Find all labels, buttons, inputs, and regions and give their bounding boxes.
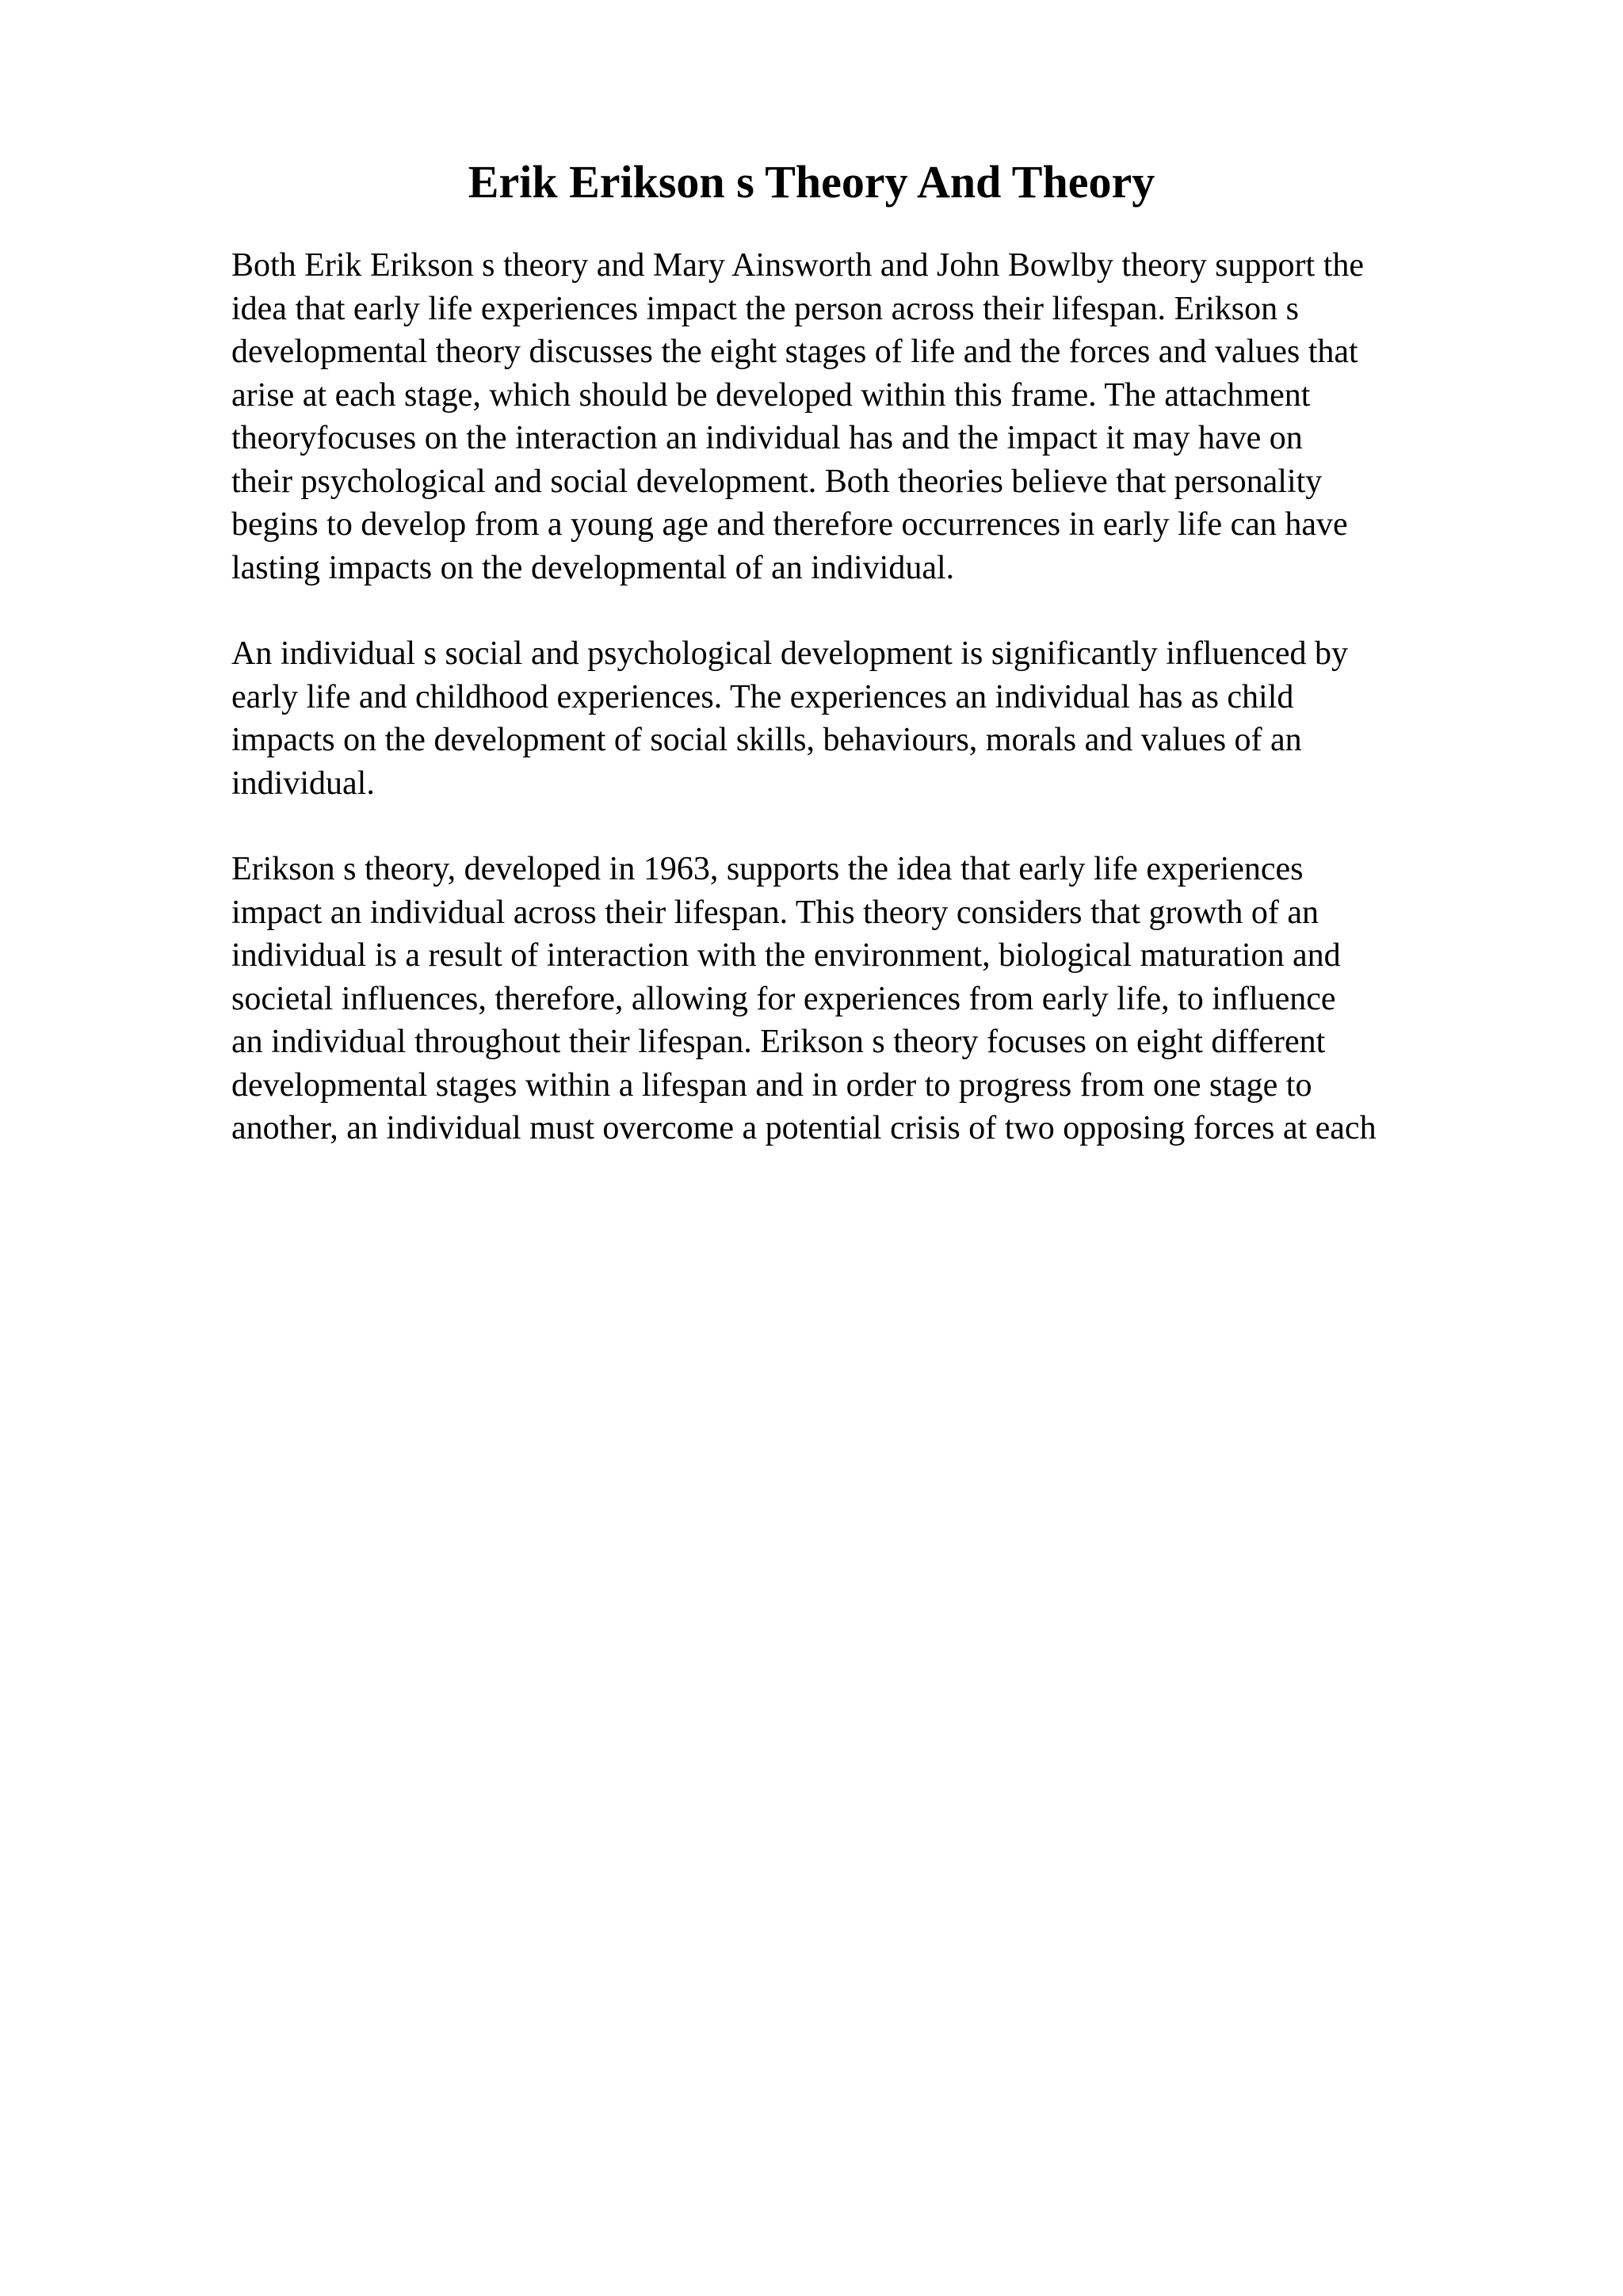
paragraph-line: individual.	[231, 765, 375, 802]
paragraph-line: arise at each stage, which should be developed within this frame. The attachment	[231, 376, 1311, 414]
paragraph-line: idea that early life experiences impact the person across their lifespan. Erikson s	[231, 290, 1299, 327]
document-body	[231, 244, 1515, 1193]
paragraph-line: impacts on the development of social skills, behaviours, morals and values of an	[231, 722, 1302, 758]
paragraph-3	[231, 848, 1515, 1150]
paragraph-line: theoryfocuses on the interaction an individual has and the impact it may have on	[231, 420, 1303, 456]
paragraph-line: lasting impacts on the developmental of an individual.	[231, 549, 955, 586]
paragraph-line: their psychological and social development. Both theories believe that personality	[231, 463, 1323, 500]
paragraph-line: an individual throughout their lifespan. Erikson s theory focuses on eight different	[231, 1024, 1326, 1060]
paragraph-line: An individual s social and psychological development is significantly influenced by	[231, 635, 1349, 672]
paragraph-line: early life and childhood experiences. The experiences an individual has as child	[231, 678, 1294, 715]
paragraph-line: begins to develop from a young age and therefore occurrences in early life can have	[231, 506, 1348, 543]
paragraph-line: developmental theory discusses the eight stages of life and the forces and values that	[231, 334, 1358, 370]
paragraph-line: Both Erik Erikson s theory and Mary Ainsworth and John Bowlby theory support the	[231, 247, 1365, 284]
paragraph-line: impact an individual across their lifespan. This theory considers that growth of an	[231, 894, 1319, 931]
paragraph-line: developmental stages within a lifespan and in order to progress from one stage to	[231, 1066, 1312, 1104]
paragraph-1	[231, 244, 1515, 589]
paragraph-line: societal influences, therefore, allowing for experiences from early life, to influence	[231, 980, 1336, 1017]
paragraph-line: Erikson s theory, developed in 1963, supports the idea that early life experiences	[231, 851, 1304, 887]
document-title: Erik Erikson s Theory And Theory	[468, 156, 1155, 208]
paragraph-2	[231, 632, 1515, 805]
paragraph-line: individual is a result of interaction with the environment, biological maturation and	[231, 937, 1341, 974]
paragraph-line: another, an individual must overcome a potential crisis of two opposing forces at each	[231, 1110, 1377, 1146]
